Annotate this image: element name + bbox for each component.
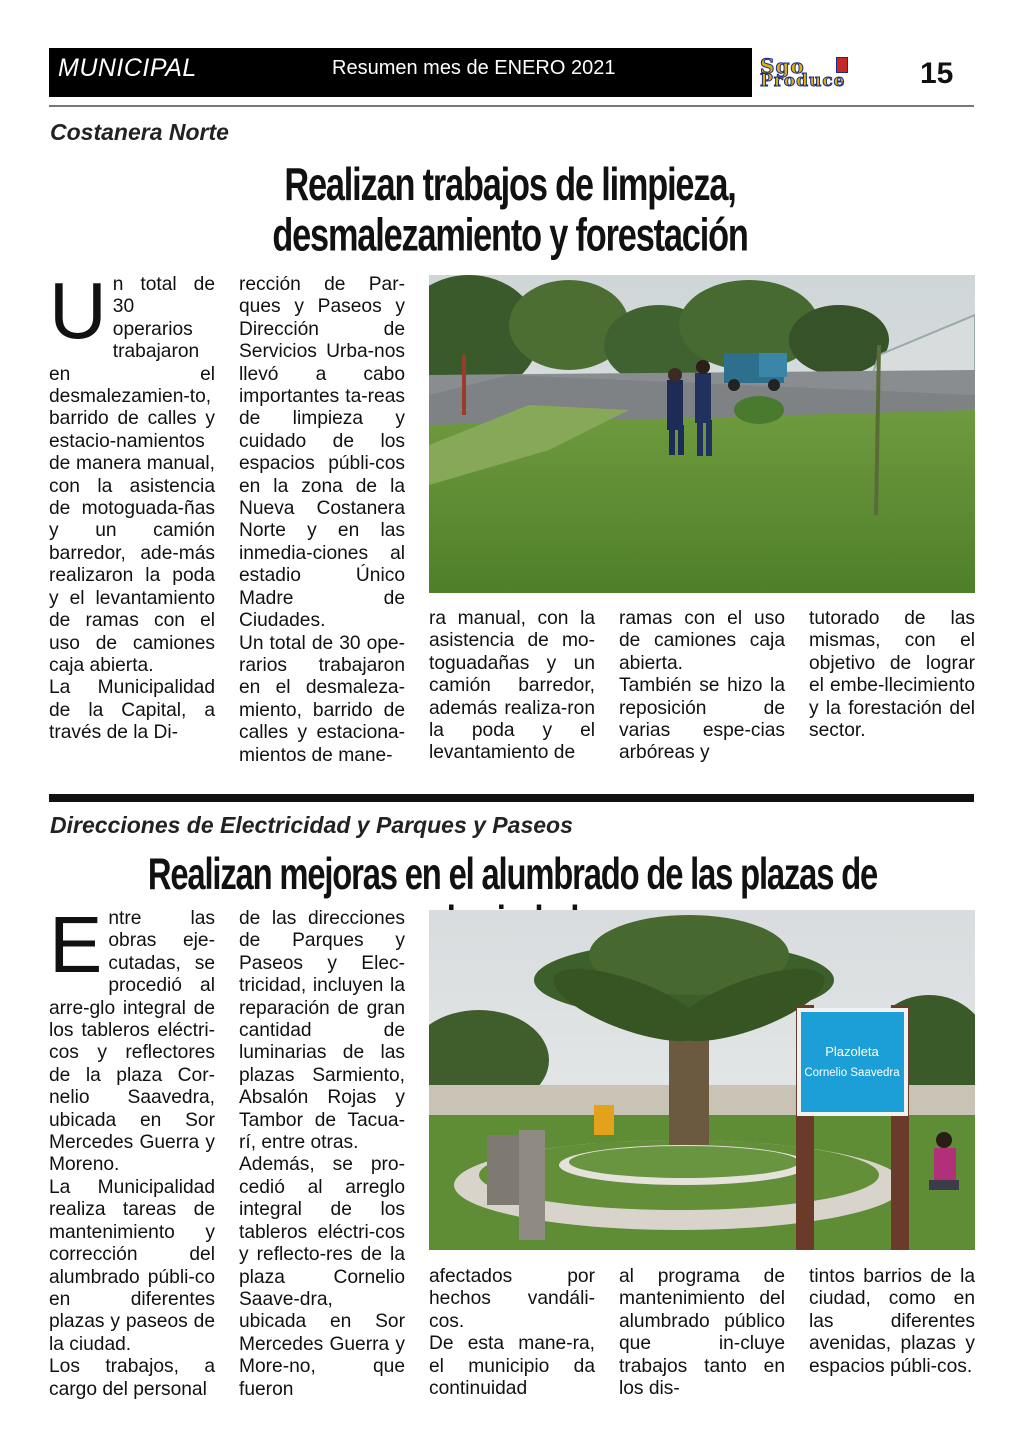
article1-col4b-text: También se hizo la reposición de varias espe-cias arbóreas y — [619, 675, 785, 764]
article2-column-2 — [239, 908, 405, 1401]
article2-col5-text: tintos barrios de la ciudad, como en las diferentes avenidas, plazas y espacios públi-cos. — [809, 1266, 975, 1377]
article1-col1b-text: La Municipalidad de la Capital, a través de la Di- — [49, 677, 215, 744]
article1-col1-text: n total de 30 operarios trabajaron en el desmalezamien-to, barrido de calles y estacio-namientos de manera manual, con la asistencia de motoguada-ñas y un camión barredor, ade-más realizaron la poda y el levantamiento de ramas con el uso de camiones caja abierta. — [49, 274, 215, 676]
logo-top-text: Sgo — [760, 54, 805, 78]
article1-col2b-text: Un total de 30 ope-rarios trabajaron en el desmaleza-miento, barrido de calles y estaciona-mientos de mane- — [239, 632, 405, 766]
article1-col4-text: ramas con el uso de camiones caja abierta. — [619, 608, 785, 674]
article1-column-2 — [239, 274, 405, 767]
article2-photo — [429, 910, 975, 1250]
article2-col3-text: afectados por hechos vandáli-cos. — [429, 1266, 595, 1332]
article1-kicker: Costanera Norte — [50, 119, 229, 145]
article2-column-3 — [429, 1266, 595, 1400]
header-divider — [49, 105, 974, 107]
sign-line2: Cornelio Saavedra — [804, 1067, 900, 1079]
section-divider — [49, 794, 974, 802]
article2-col1c-text: Los trabajos, a cargo del personal — [49, 1356, 215, 1400]
issue-title: Resumen mes de ENERO 2021 — [332, 57, 616, 79]
article2-col2-text: de las direcciones de Parques y Paseos y Elec-tricidad, incluyen la reparación de gran cantidad de luminarias de las plazas Sarmiento, Absalón Rojas y Tambor de Tacua-rí, entre otras. — [239, 908, 405, 1154]
article1-dropcap: U — [49, 266, 107, 355]
article2-col4-text: al programa de mantenimiento del alumbrado público que in-cluye trabajos tanto en los dis- — [619, 1266, 785, 1400]
article1-col5-text: tutorado de las mismas, con el objetivo de lograr el embe-llecimiento y la forestación del sector. — [809, 608, 975, 742]
article2-col3b-text: De esta mane-ra, el municipio da continuidad — [429, 1333, 595, 1400]
article2-dropcap: E — [49, 900, 103, 989]
article1-headline — [268, 160, 752, 261]
logo-bottom-text: Produce — [760, 71, 846, 91]
article2-column-1 — [49, 900, 215, 1401]
article2-kicker: Direcciones de Electricidad y Parques y Paseos — [50, 812, 573, 838]
page-number: 15 — [920, 57, 954, 90]
plaza-image — [429, 910, 975, 1250]
article1-col3-text: ra manual, con la asistencia de mo-toguadañas y un camión barredor, además realiza-ron la poda y el levantamiento de — [429, 608, 595, 764]
article1-col2-text: rección de Par-ques y Paseos y Dirección de Servicios Urba-nos llevó a cabo importantes ta-reas de limpieza y cuidado de los espacios públi-cos en la zona de la Nueva Costanera Norte y en las inmedia-ciones al estadio Único Madre de Ciudades. — [239, 274, 405, 632]
sign-line1: Plazoleta — [825, 1044, 879, 1059]
article2-headline: Realizan mejoras en el alumbrado de las plazas de — [147, 848, 878, 899]
park-workers-image — [429, 275, 975, 593]
article2-column-5 — [809, 1266, 975, 1378]
publication-logo — [760, 54, 900, 92]
article1-photo — [429, 275, 975, 593]
article2-col1b-text: La Municipalidad realiza tareas de mantenimiento y corrección del alumbrado públi-co en diferentes plazas y paseos de la ciudad. — [49, 1176, 215, 1355]
article1-column-5 — [809, 608, 975, 742]
article1-column-1 — [49, 266, 215, 745]
article1-headline-line2: desmalezamiento y forestación — [272, 209, 748, 261]
section-name: MUNICIPAL — [58, 54, 197, 82]
article2-col2b-text: Además, se pro-cedió al arreglo integral de los tableros eléctri-cos y reflecto-res de la plaza Cornelio Saave-dra, ubicada en Sor Mercedes Guerra y More-no, que fueron — [239, 1154, 405, 1400]
article2-column-4 — [619, 1266, 785, 1400]
article2-col1-text: ntre las obras eje-cutadas, se procedió al arre-glo integral de los tableros eléctri-cos y reflectores de la plaza Cor-nelio Saavedra, ubicada en Sor Mercedes Guerra y Moreno. — [49, 908, 215, 1176]
article1-headline-line1: Realizan trabajos de limpieza, — [284, 158, 736, 211]
article1-column-4 — [619, 608, 785, 765]
article1-column-3 — [429, 608, 595, 765]
